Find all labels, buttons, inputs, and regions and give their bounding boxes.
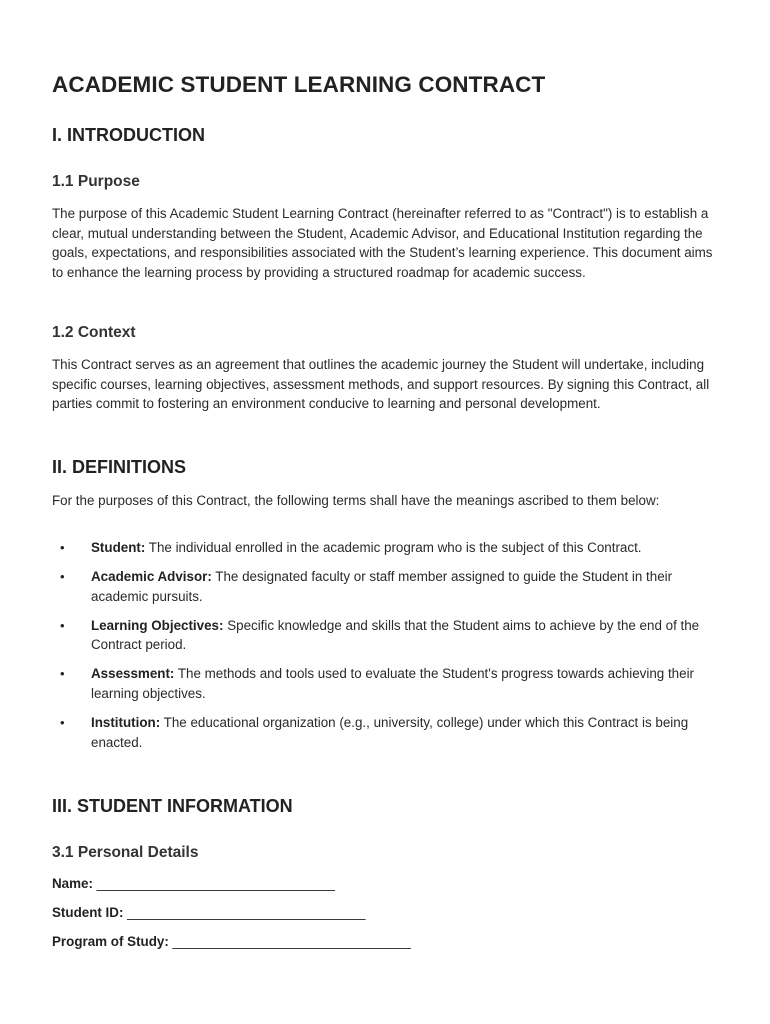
- name-field[interactable]: [52, 876, 335, 891]
- definition-text: Specific knowledge and skills that the Student aims to achieve by the end of the Contract period.: [91, 617, 700, 653]
- bullet-marker: •: [60, 617, 65, 633]
- subheading-personal-details: 3.1 Personal Details: [52, 844, 199, 861]
- purpose-paragraph: The purpose of this Academic Student Learning Contract (hereinafter referred to as "Contract") is to establish a clear, mutual understanding between the Student, Academic Advisor, and Educational Institution regarding the goals, expectations, and responsibilities associated with the Student’s learning experience. This document aims to enhance the learning process by providing a structured roadmap for academic success.: [52, 206, 713, 280]
- definition-item-academic-advisor: [52, 567, 719, 606]
- program-of-study-field-label: Program of Study:: [52, 934, 169, 949]
- subheading-purpose: 1.1 Purpose: [52, 173, 140, 190]
- program-of-study-field[interactable]: [52, 934, 411, 949]
- section-heading-student-information: III. STUDENT INFORMATION: [52, 796, 293, 816]
- definition-item-institution: [52, 713, 719, 752]
- definition-text: The individual enrolled in the academic program who is the subject of this Contract.: [145, 540, 642, 555]
- bullet-marker: •: [60, 666, 65, 682]
- bullet-marker: •: [60, 715, 65, 731]
- definition-text: The designated faculty or staff member assigned to guide the Student in their academic pursuits.: [91, 569, 673, 604]
- bullet-marker: •: [60, 540, 65, 555]
- definitions-list: [52, 538, 722, 762]
- student-id-field-label: Student ID:: [52, 905, 124, 920]
- student-id-field-blank-line[interactable]: ________________________________: [123, 905, 366, 920]
- section-heading-definitions: II. DEFINITIONS: [52, 457, 187, 477]
- definition-item-learning-objectives: [52, 616, 719, 655]
- definition-item-assessment: [52, 664, 719, 703]
- definition-text: The educational organization (e.g., university, college) under which this Contract is being enacted.: [91, 715, 689, 750]
- definition-term: Learning Objectives:: [91, 617, 224, 633]
- name-field-blank-line[interactable]: ________________________________: [92, 876, 335, 891]
- definition-term: Student:: [91, 540, 146, 555]
- name-field-label: Name:: [52, 876, 93, 891]
- document-title: ACADEMIC STUDENT LEARNING CONTRACT: [52, 72, 546, 97]
- definition-item-student: [52, 538, 719, 558]
- program-of-study-field-blank-line[interactable]: ________________________________: [168, 934, 411, 949]
- definitions-intro-paragraph: For the purposes of this Contract, the following terms shall have the meanings ascribed to them below:: [52, 493, 660, 508]
- student-id-field[interactable]: [52, 905, 365, 920]
- context-paragraph: This Contract serves as an agreement that outlines the academic journey the Student will undertake, including specific courses, learning objectives, assessment methods, and support resources. By signing this Contract, all parties commit to fostering an environment conducive to learning and personal development.: [52, 357, 710, 412]
- definition-term: Academic Advisor:: [91, 569, 212, 585]
- section-heading-introduction: I. INTRODUCTION: [52, 125, 205, 145]
- definition-text: The methods and tools used to evaluate the Student's progress towards achieving their learning objectives.: [91, 666, 695, 702]
- bullet-marker: •: [60, 569, 65, 585]
- subheading-context: 1.2 Context: [52, 324, 136, 341]
- definition-term: Assessment:: [91, 666, 175, 682]
- definition-term: Institution:: [91, 715, 161, 731]
